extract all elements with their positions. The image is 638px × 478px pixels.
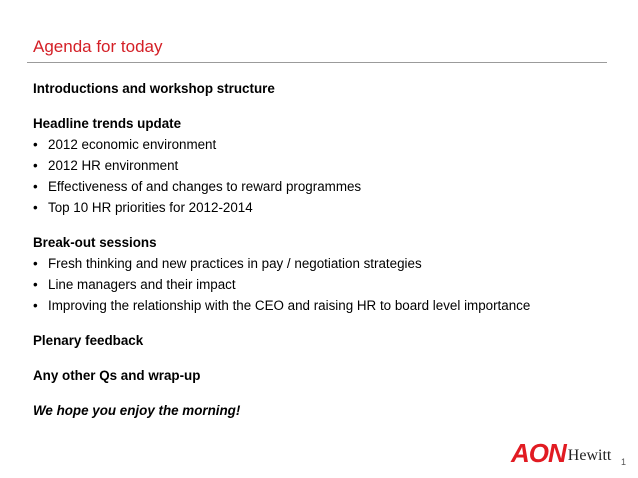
section-heading: Headline trends update (33, 116, 182, 131)
agenda-section-plenary (33, 330, 623, 351)
aon-hewitt-logo (511, 440, 611, 466)
list-item: • Improving the relationship with the CEO and raising HR to board level importance (33, 295, 623, 316)
agenda-list (33, 78, 623, 421)
agenda-section-breakout (33, 232, 623, 316)
list-item: • Effectiveness of and changes to reward programmes (33, 176, 623, 197)
section-heading: Any other Qs and wrap-up (33, 368, 201, 383)
page-number: 1 (621, 457, 627, 467)
section-heading: Plenary feedback (33, 333, 144, 348)
logo-brand: AON (511, 438, 566, 468)
bullet-icon: • (33, 179, 38, 194)
bullet-icon: • (33, 256, 38, 271)
agenda-section-trends (33, 113, 623, 218)
agenda-section-intro (33, 78, 623, 99)
closing-message: We hope you enjoy the morning! (33, 403, 241, 418)
bullet-icon: • (33, 137, 38, 152)
title-divider (27, 62, 607, 63)
section-heading: Break-out sessions (33, 235, 157, 250)
section-heading: Introductions and workshop structure (33, 81, 275, 96)
logo-sub: Hewitt (567, 447, 612, 464)
bullet-icon: • (33, 298, 38, 313)
list-item: • Line managers and their impact (33, 274, 623, 295)
list-item: • Fresh thinking and new practices in pay / negotiation strategies (33, 253, 623, 274)
list-item: • 2012 HR environment (33, 155, 623, 176)
agenda-section-wrapup (33, 365, 623, 386)
bullet-icon: • (33, 200, 38, 215)
slide-title: Agenda for today (33, 37, 163, 56)
bullet-icon: • (33, 277, 38, 292)
list-item: • Top 10 HR priorities for 2012-2014 (33, 197, 623, 218)
list-item: • 2012 economic environment (33, 134, 623, 155)
bullet-icon: • (33, 158, 38, 173)
